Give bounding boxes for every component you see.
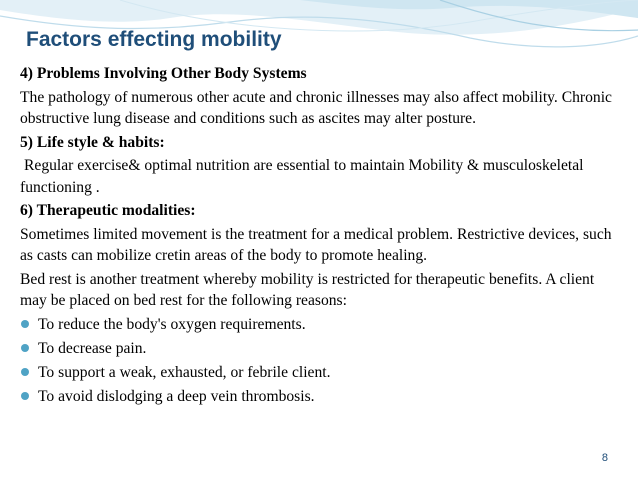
bullet-dot-icon bbox=[21, 368, 29, 376]
bullet-text: To decrease pain. bbox=[38, 339, 147, 357]
section-5-text: Regular exercise& optimal nutrition are essential to maintain Mobility & musculoskeletal functioning . bbox=[20, 157, 584, 196]
section-6-heading: 6) Therapeutic modalities: bbox=[20, 202, 196, 219]
bullet-text: To reduce the body's oxygen requirements. bbox=[38, 315, 306, 333]
bullet-dot-icon bbox=[21, 320, 29, 328]
section-6-text-2: Bed rest is another treatment whereby mobility is restricted for therapeutic benefits. A client may be placed on bed rest for the following reasons: bbox=[20, 270, 595, 309]
bullet-text: To avoid dislodging a deep vein thrombosis. bbox=[38, 387, 315, 405]
bullet-dot-icon bbox=[21, 392, 29, 400]
section-4-text: The pathology of numerous other acute and chronic illnesses may also affect mobility. Chronic obstructive lung disease and conditions such as ascites may alter posture. bbox=[20, 88, 612, 127]
reasons-bullet-list bbox=[20, 314, 620, 408]
list-item bbox=[20, 314, 620, 336]
section-6-text-1: Sometimes limited movement is the treatment for a medical problem. Restrictive devices, such as casts can mobilize cretin areas of the body to promote healing. bbox=[20, 225, 612, 264]
list-item bbox=[20, 386, 620, 408]
slide-body bbox=[20, 63, 620, 410]
list-item bbox=[20, 362, 620, 384]
bullet-dot-icon bbox=[21, 344, 29, 352]
slide-title: Factors effecting mobility bbox=[26, 28, 282, 51]
page-number: 8 bbox=[601, 452, 608, 464]
list-item bbox=[20, 338, 620, 360]
bullet-text: To support a weak, exhausted, or febrile client. bbox=[38, 363, 331, 381]
section-4-heading: 4) Problems Involving Other Body Systems bbox=[20, 65, 307, 82]
section-5-heading: 5) Life style & habits: bbox=[20, 133, 165, 151]
